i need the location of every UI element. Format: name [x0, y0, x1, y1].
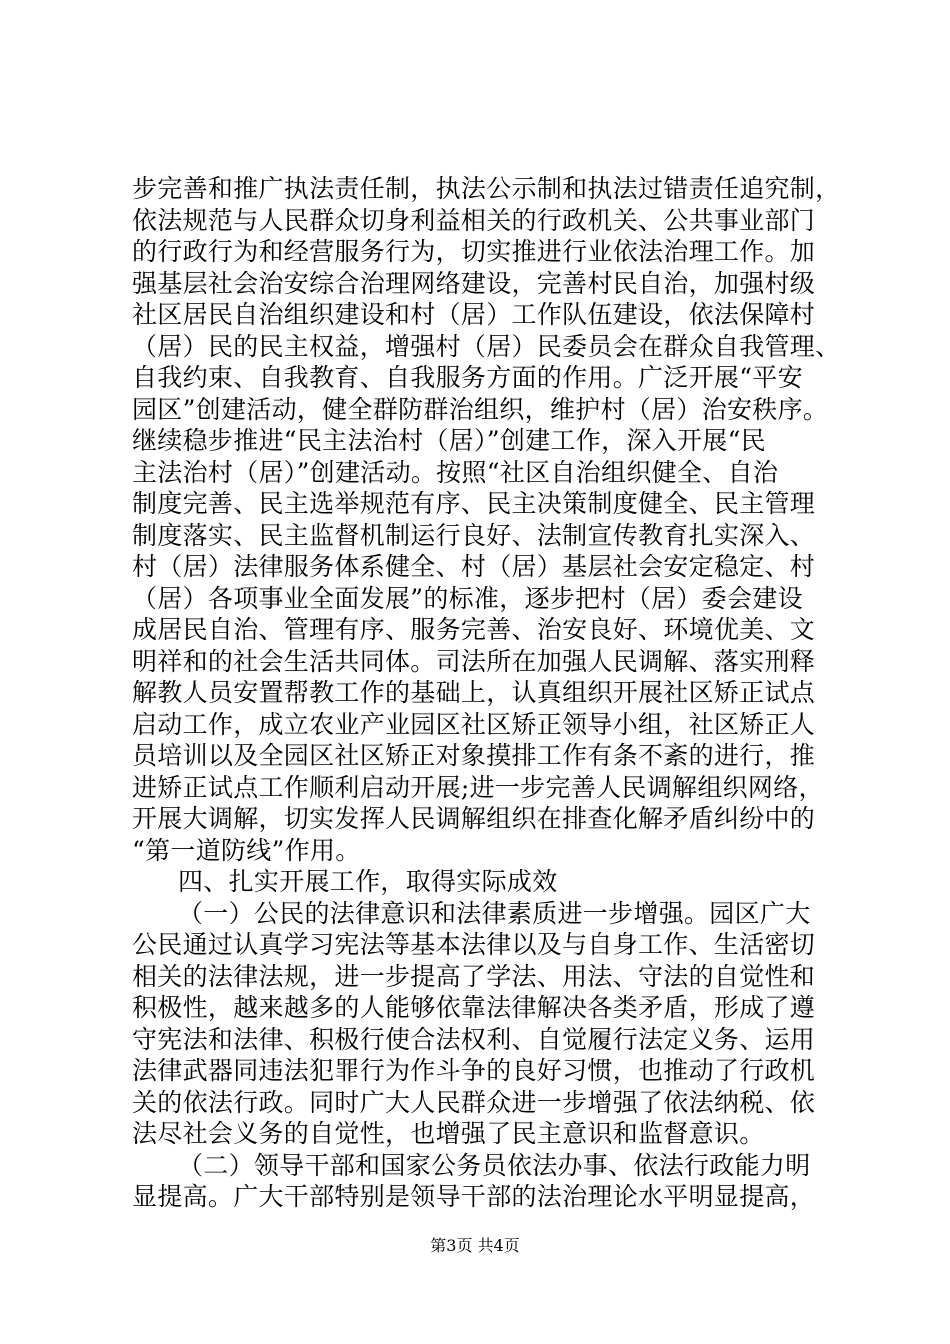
paragraph-line: 依法规范与人民群众切身利益相关的行政机关、公共事业部门 [132, 206, 816, 235]
paragraph-line: 启动工作，成立农业产业园区社区矫正领导小组，社区矫正人 [132, 710, 816, 739]
paragraph-line: 继续稳步推进“民主法治村（居）”创建工作，深入开展“民 [132, 426, 766, 455]
paragraph-line: 强基层社会治安综合治理网络建设，完善村民自治，加强村级 [132, 269, 816, 298]
paragraph-line: （一）公民的法律意识和法律素质进一步增强。园区广大 [178, 899, 811, 928]
paragraph-line: “第一道防线”作用。 [132, 836, 361, 865]
section-heading: 四、扎实开展工作，取得实际成效 [178, 867, 558, 896]
paragraph-line: 守宪法和法律、积极行使合法权利、自觉履行法定义务、运用 [132, 1025, 816, 1054]
paragraph-line: （二）领导干部和国家公务员依法办事、依法行政能力明 [178, 1151, 811, 1180]
paragraph-line: 进矫正试点工作顺利启动开展;进一步完善人民调解组织网络， [132, 773, 824, 802]
paragraph-line: 步完善和推广执法责任制，执法公示制和执法过错责任追究制， [132, 174, 841, 203]
paragraph-line: 关的依法行政。同时广大人民群众进一步增强了依法纳税、依 [132, 1088, 816, 1117]
paragraph-line: 相关的法律法规，进一步提高了学法、用法、守法的自觉性和 [132, 962, 816, 991]
paragraph-line: 主法治村（居）”创建活动。按照“社区自治组织健全、自治 [132, 458, 779, 487]
paragraph-line: 开展大调解，切实发挥人民调解组织在排查化解矛盾纠纷中的 [132, 804, 816, 833]
paragraph-line: 解教人员安置帮教工作的基础上，认真组织开展社区矫正试点 [132, 678, 816, 707]
paragraph-line: 村（居）法律服务体系健全、村（居）基层社会安定稳定、村 [132, 552, 816, 581]
paragraph-line: 显提高。广大干部特别是领导干部的法治理论水平明显提高， [132, 1182, 816, 1211]
paragraph-line: 法律武器同违法犯罪行为作斗争的良好习惯，也推动了行政机 [132, 1056, 816, 1085]
paragraph-line: 员培训以及全园区社区矫正对象摸排工作有条不紊的进行，推 [132, 741, 816, 770]
paragraph-line: （居）各项事业全面发展”的标准，逐步把村（居）委会建设 [132, 584, 803, 613]
paragraph-line: 明祥和的社会生活共同体。司法所在加强人民调解、落实刑释 [132, 647, 816, 676]
paragraph-line: 的行政行为和经营服务行为，切实推进行业依法治理工作。加 [132, 237, 816, 266]
paragraph-line: 法尽社会义务的自觉性，也增强了民主意识和监督意识。 [132, 1119, 765, 1148]
paragraph-line: 自我约束、自我教育、自我服务方面的作用。广泛开展“平安 [132, 363, 803, 392]
page-number-footer: 第3页 共4页 [430, 1236, 520, 1255]
paragraph-line: 社区居民自治组织建设和村（居）工作队伍建设，依法保障村 [132, 300, 816, 329]
paragraph-line: 制度完善、民主选举规范有序、民主决策制度健全、民主管理 [132, 489, 816, 518]
paragraph-line: 公民通过认真学习宪法等基本法律以及与自身工作、生活密切 [132, 930, 816, 959]
paragraph-line: （居）民的民主权益，增强村（居）民委员会在群众自我管理、 [132, 332, 841, 361]
paragraph-line: 成居民自治、管理有序、服务完善、治安良好、环境优美、文 [132, 615, 816, 644]
paragraph-line: 积极性，越来越多的人能够依靠法律解决各类矛盾，形成了遵 [132, 993, 816, 1022]
paragraph-line: 园区”创建活动，健全群防群治组织，维护村（居）治安秩序。 [132, 395, 829, 424]
paragraph-line: 制度落实、民主监督机制运行良好、法制宣传教育扎实深入、 [132, 521, 816, 550]
